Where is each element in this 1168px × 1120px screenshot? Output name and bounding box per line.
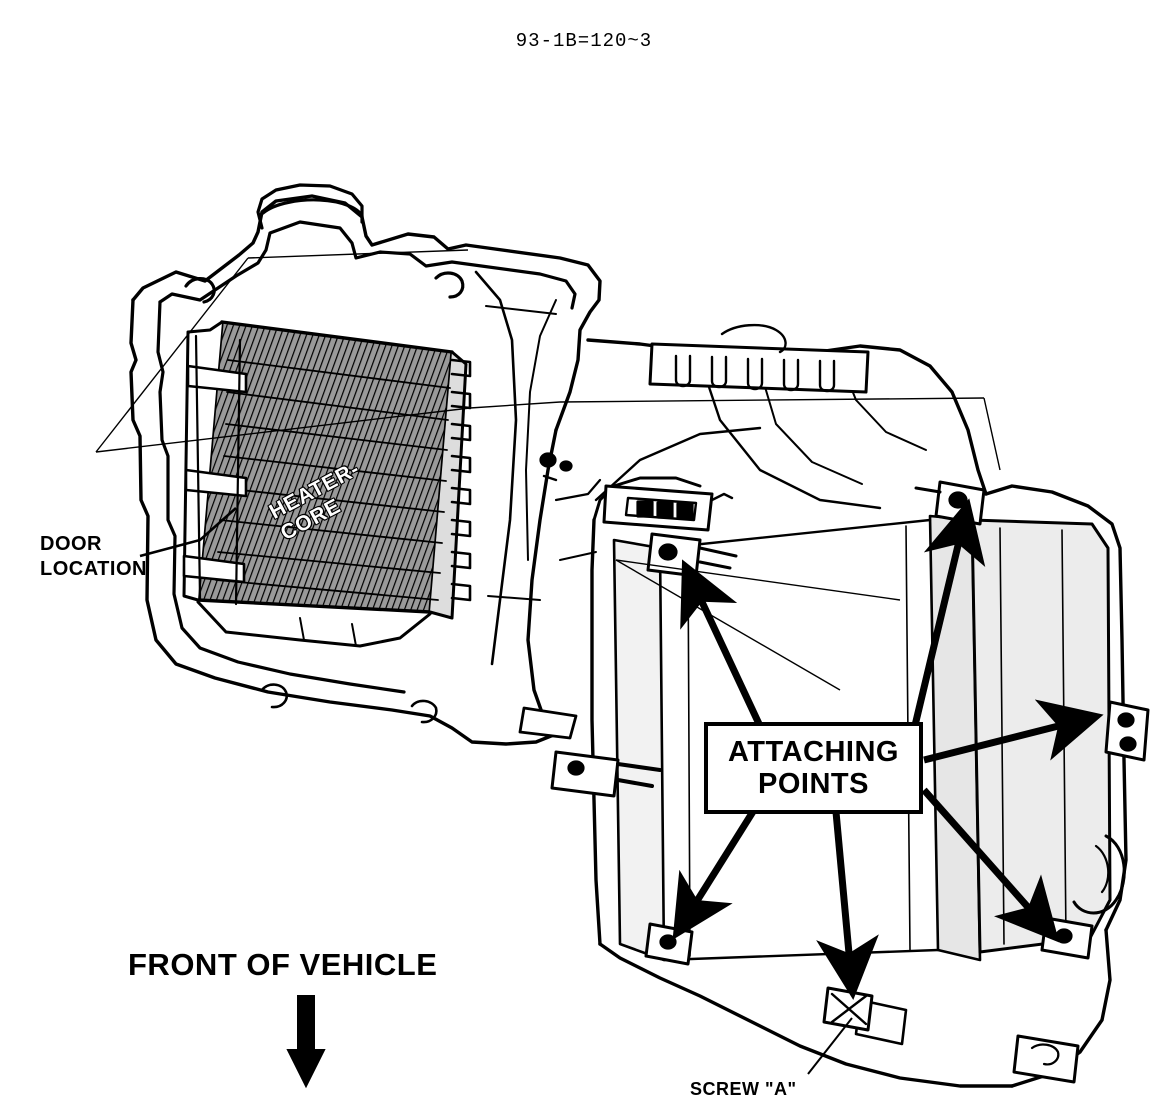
attaching-points-line2: POINTS [758, 768, 869, 800]
front-of-vehicle-arrow [288, 996, 324, 1086]
door-location-line1: DOOR [40, 533, 102, 555]
heater-core-text: HEATER-CORE [265, 457, 364, 545]
front-of-vehicle-label: FRONT OF VEHICLE [128, 947, 438, 982]
door-location-line2: LOCATION [40, 558, 147, 580]
attaching-points-line1: ATTACHING [728, 736, 899, 768]
door-location-label [40, 532, 147, 582]
figure-number: 93-1B=120~3 [515, 30, 653, 52]
attaching-points-callout [704, 722, 923, 814]
screw-a-label: SCREW "A" [690, 1079, 797, 1099]
